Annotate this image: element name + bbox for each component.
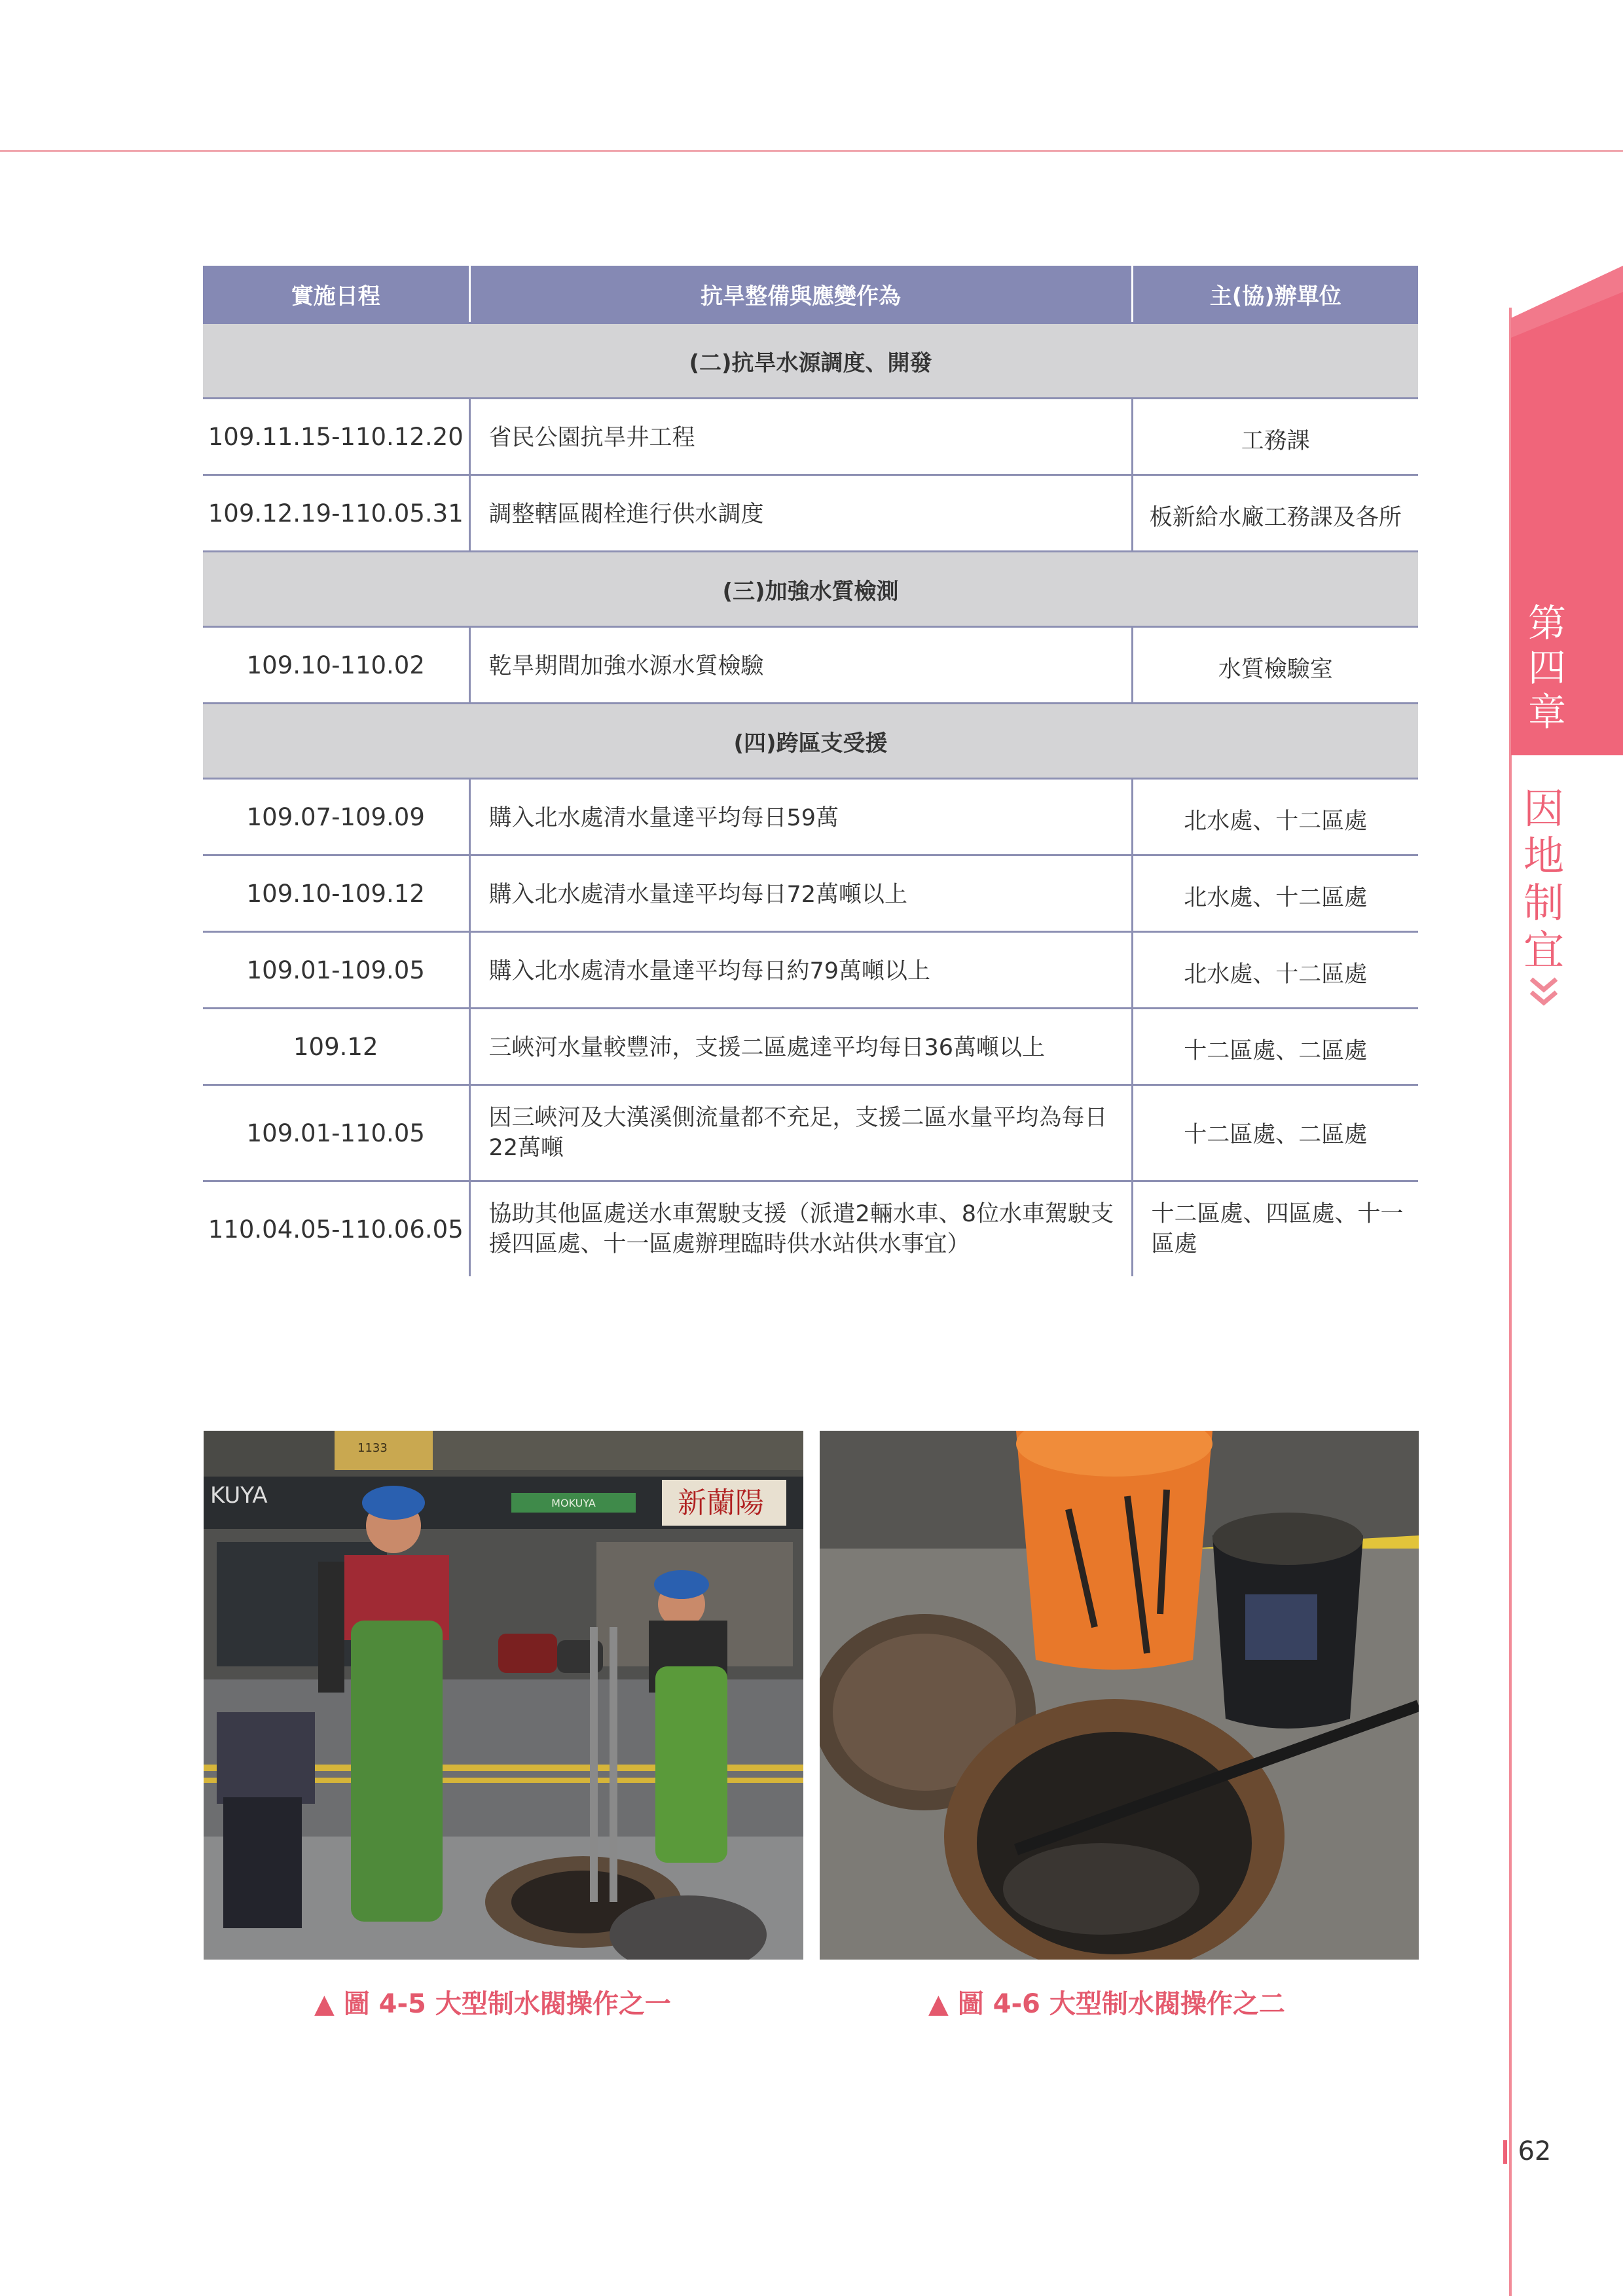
chapter-number: 第 四 章 [1527,601,1566,734]
shop-sign-mokuya: MOKUYA [551,1497,596,1509]
table-row [203,475,1418,552]
cell-action: 省民公園抗旱井工程 [469,399,1132,475]
schedule-table [203,266,1418,1276]
table-row [203,779,1418,855]
header-action: 抗旱整備與應變作為 [469,266,1132,323]
cell-action: 購入北水處清水量達平均每日59萬 [469,779,1132,855]
cell-action: 協助其他區處送水車駕駛支援（派遣2輛水車、8位水車駕駛支援四區處、十一區處辦理臨時供水站供水事宜） [469,1181,1132,1277]
table-row [203,1009,1418,1085]
cell-date: 109.01-110.05 [203,1085,469,1181]
triangle-icon: ▲ [314,1989,335,2019]
cell-date: 109.10-109.12 [203,855,469,932]
photo-valve-operation-1 [204,1431,803,1960]
header-date: 實施日程 [203,266,469,323]
cell-date: 109.01-109.05 [203,932,469,1009]
page-number-text: 62 [1518,2136,1552,2166]
caption-text: 圖 4-5 大型制水閥操作之一 [343,1989,671,2019]
cell-unit: 北水處、十二區處 [1132,779,1418,855]
table-row [203,1181,1418,1277]
cell-action: 乾旱期間加強水源水質檢驗 [469,627,1132,704]
top-rule [0,150,1623,152]
cell-unit: 工務課 [1132,399,1418,475]
chapter-title: 因 地 制 宜 [1523,785,1564,974]
table-header-row [203,266,1418,323]
table-row [203,627,1418,704]
cell-action: 因三峽河及大漢溪側流量都不充足，支援二區水量平均為每日22萬噸 [469,1085,1132,1181]
triangle-icon: ▲ [928,1989,949,2019]
table-row [203,855,1418,932]
cell-date: 110.04.05-110.06.05 [203,1181,469,1277]
cell-unit: 北水處、十二區處 [1132,855,1418,932]
photo-valve-operation-2 [820,1431,1419,1960]
section-row [203,552,1418,627]
cell-action: 購入北水處清水量達平均每日72萬噸以上 [469,855,1132,932]
table-row [203,932,1418,1009]
cell-unit: 板新給水廠工務課及各所 [1132,475,1418,552]
cell-unit: 十二區處、四區處、十一區處 [1151,1201,1404,1257]
cell-unit: 十二區處、二區處 [1132,1009,1418,1085]
shop-sign-kuya: KUYA [210,1482,268,1509]
caption-text: 圖 4-6 大型制水閥操作之二 [957,1989,1285,2019]
shop-sign-lanyang: 新蘭陽 [678,1486,764,1520]
cell-action: 購入北水處清水量達平均每日約79萬噸以上 [469,932,1132,1009]
section-row [203,323,1418,399]
cell-date: 109.12.19-110.05.31 [203,475,469,552]
section-title: (二)抗旱水源調度、開發 [203,323,1418,399]
figure-caption-4-5 [314,1983,671,2020]
cell-unit: 十二區處、二區處 [1132,1085,1418,1181]
cell-date: 109.11.15-110.12.20 [203,399,469,475]
table-row [203,399,1418,475]
table-row [203,1085,1418,1181]
header-unit: 主(協)辦單位 [1132,266,1418,323]
cell-action: 三峽河水量較豐沛，支援二區處達平均每日36萬噸以上 [469,1009,1132,1085]
figure-caption-4-6 [928,1983,1285,2020]
building-number-sign: 1133 [357,1441,388,1455]
cell-unit: 水質檢驗室 [1132,627,1418,704]
page-number [1501,2136,1551,2166]
section-row [203,704,1418,779]
cell-action: 調整轄區閥栓進行供水調度 [469,475,1132,552]
chapter-tab[interactable] [1511,266,1623,755]
cell-date: 109.12 [203,1009,469,1085]
section-title: (四)跨區支受援 [203,704,1418,779]
section-title: (三)加強水質檢測 [203,552,1418,627]
chevron-down-icon [1527,975,1560,1009]
cell-date: 109.07-109.09 [203,779,469,855]
cell-date: 109.10-110.02 [203,627,469,704]
cell-unit: 北水處、十二區處 [1132,932,1418,1009]
